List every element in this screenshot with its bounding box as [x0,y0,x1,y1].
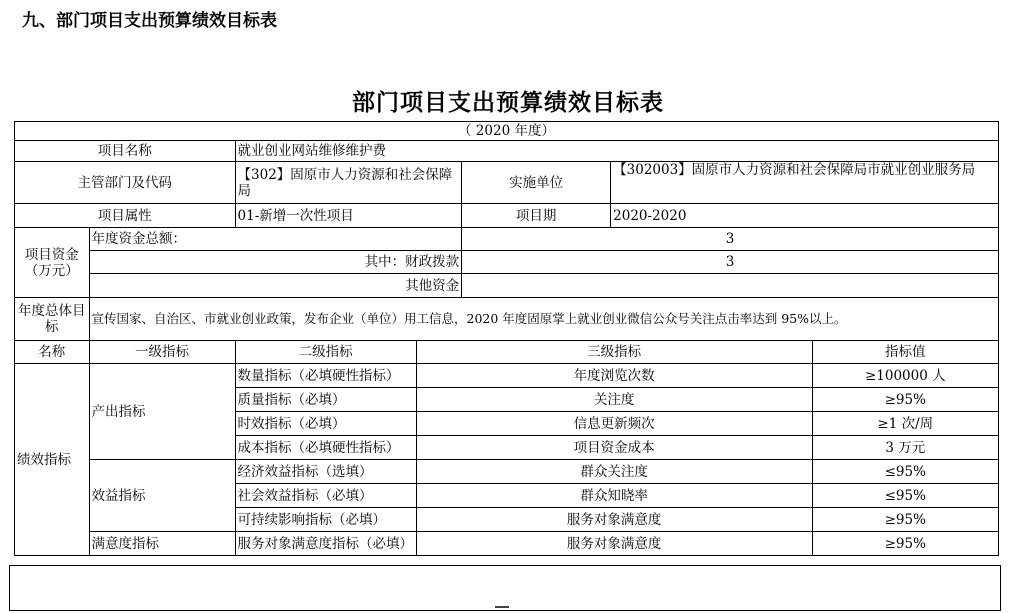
funds-fiscal-value: 3 [462,251,999,274]
funds-fiscal-label: 其中：财政拨款 [89,251,462,274]
project-period-value: 2020-2020 [611,204,999,228]
indicator-level3: 服务对象满意度 [416,532,812,556]
perf-indicator-label: 绩效指标 [15,364,90,556]
section-heading: 九、部门项目支出预算绩效目标表 [22,11,277,31]
header-value: 指标值 [812,341,998,364]
indicator-level3: 年度浏览次数 [416,364,812,388]
indicator-level2: 可持续影响指标（必填） [235,508,416,532]
funds-total-label: 年度资金总额： [89,228,462,251]
indicator-level3: 信息更新频次 [416,412,812,436]
header-level1: 一级指标 [89,341,235,364]
indicator-level3: 群众关注度 [416,460,812,484]
indicator-level2: 数量指标（必填硬性指标） [235,364,416,388]
project-attr-value: 01-新增一次性项目 [235,204,462,228]
indicator-level2: 社会效益指标（必填） [235,484,416,508]
header-level2: 二级指标 [235,341,416,364]
funds-label: 项目资金 （万元） [15,228,90,298]
indicator-value: ≥95% [812,532,998,556]
indicator-value: ≥95% [812,388,998,412]
indicator-level3: 项目资金成本 [416,436,812,460]
indicator-value: 3 万元 [812,436,998,460]
group-satisfaction: 满意度指标 [89,532,235,556]
indicator-level2: 质量指标（必填） [235,388,416,412]
impl-unit-value: 【302003】固原市人力资源和社会保障局市就业创业服务局 [611,162,999,204]
group-output: 产出指标 [89,364,235,460]
indicator-value: ≥1 次/周 [812,412,998,436]
indicator-value: ≥100000 人 [812,364,998,388]
page-mark [495,606,509,608]
dept-label: 主管部门及代码 [15,162,236,204]
indicator-level3: 关注度 [416,388,812,412]
funds-other-label: 其他资金 [89,274,462,298]
bottom-blank-box [9,565,1001,611]
project-attr-label: 项目属性 [15,204,236,228]
indicator-level3: 服务对象满意度 [416,508,812,532]
group-benefit: 效益指标 [89,460,235,532]
annual-goal-label: 年度总体目标 [15,298,90,341]
indicator-level2: 成本指标（必填硬性指标） [235,436,416,460]
project-name-label: 项目名称 [15,141,236,162]
header-level3: 三级指标 [416,341,812,364]
indicator-value: ≤95% [812,460,998,484]
funds-other-value [462,274,999,298]
indicator-value: ≥95% [812,508,998,532]
project-name-value: 就业创业网站维修维护费 [235,141,998,162]
indicator-level2: 时效指标（必填） [235,412,416,436]
indicator-level2: 服务对象满意度指标（必填） [235,532,416,556]
page-title: 部门项目支出预算绩效目标表 [352,89,664,116]
funds-total-value: 3 [462,228,999,251]
dept-value: 【302】固原市人力资源和社会保障局 [235,162,462,204]
indicator-level3: 群众知晓率 [416,484,812,508]
annual-goal-value: 宣传国家、自治区、市就业创业政策，发布企业（单位）用工信息，2020 年度固原掌上就业创业微信公众号关注点击率达到 95%以上。 [89,298,998,341]
header-name: 名称 [15,341,90,364]
indicator-value: ≤95% [812,484,998,508]
performance-goal-table [14,121,999,556]
impl-unit-label: 实施单位 [462,162,611,204]
indicator-level2: 经济效益指标（选填） [235,460,416,484]
year-row: （ 2020 年度） [15,122,999,141]
project-period-label: 项目期 [462,204,611,228]
